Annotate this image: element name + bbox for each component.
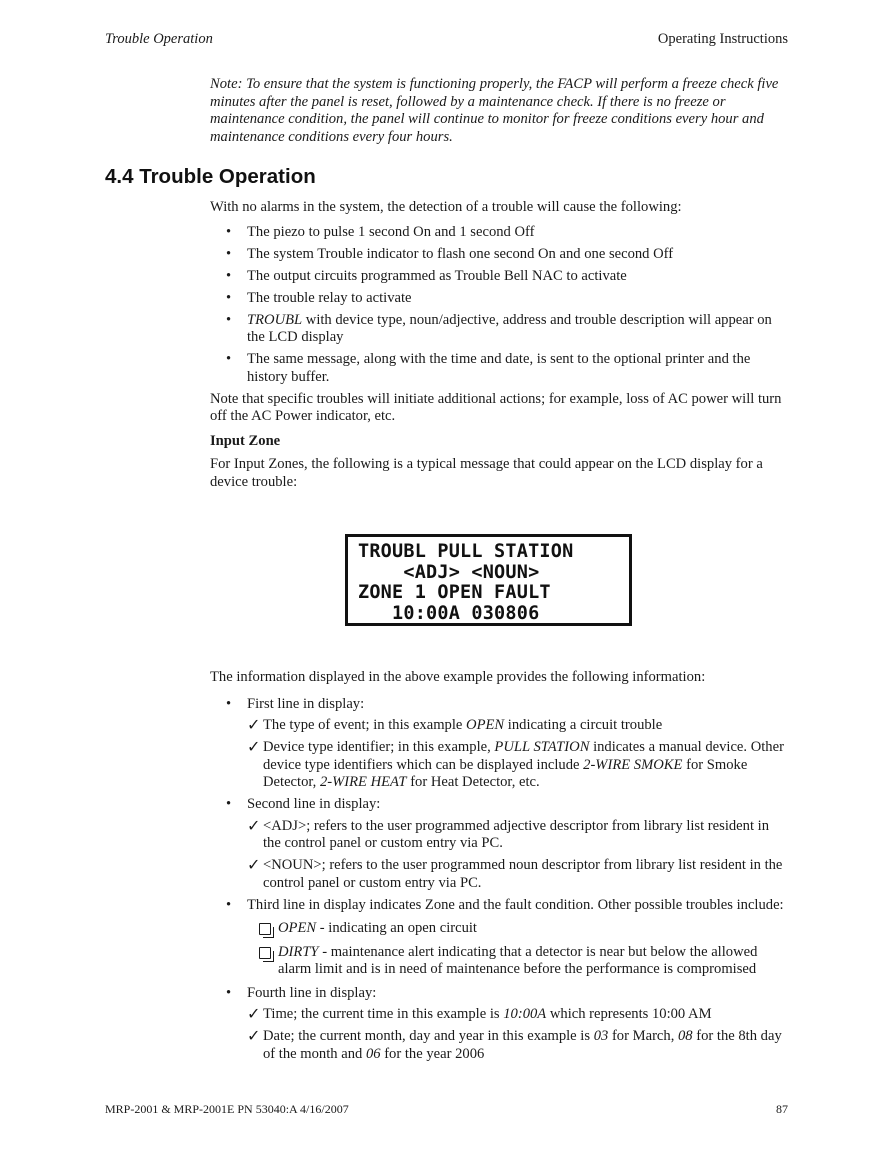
list-item: ✓ Time; the current time in this example is 10:00A which represents 10:00 AM xyxy=(247,1006,712,1023)
check-icon: ✓ xyxy=(247,817,261,835)
trouble-effects-block xyxy=(210,199,790,491)
list-item: • Second line in display: ✓ <ADJ>; refers to the user programmed adjective descriptor from library list resident in the control panel or custom entry via PC. ✓ <NOUN>; refers to the user programmed noun descriptor from library list resident in the control panel or custom entry via PC. xyxy=(210,796,790,892)
list-item: ✓ Date; the current month, day and year in this example is 03 for March, 08 for the 8th day of the month and 06 for the year 2006 xyxy=(247,1028,782,1062)
list-item: • The same message, along with the time and date, is sent to the optional printer and the history buffer. xyxy=(210,351,790,386)
additional-actions-note: Note that specific troubles will initiate additional actions; for example, loss of AC power will turn off the AC Power indicator, etc. xyxy=(210,390,782,424)
list-item: • Fourth line in display: ✓ Time; the current time in this example is 10:00A which represents 10:00 AM ✓ Date; the current month, day and year in this example is 03 for March, 08 for the 8th day of the month and 06 for the year 2006 xyxy=(210,985,790,1064)
list-item: ✓ <ADJ>; refers to the user programmed adjective descriptor from library list resident in the control panel or custom entry via PC. xyxy=(247,817,770,851)
input-zone-subhead: Input Zone xyxy=(210,432,281,449)
box-bullet-icon xyxy=(259,947,271,959)
check-icon: ✓ xyxy=(247,1006,261,1023)
box-bullet-icon xyxy=(259,923,271,935)
list-item: • First line in display: ✓ The type of event; in this example OPEN indicating a circuit trouble ✓ Device type identifier; in this example, PULL STATION indicates a manual device. Other device type identifiers which can be displayed include 2-WIRE SMOKE for Smoke Detector, 2-WIRE HEAT for Heat Detector, etc. xyxy=(210,696,790,792)
running-header-right: Operating Instructions xyxy=(657,31,788,47)
list-item: • The output circuits programmed as Trouble Bell NAC to activate xyxy=(210,268,790,286)
list-item: • The system Trouble indicator to flash one second On and one second Off xyxy=(210,246,790,264)
lcd-line-4: 10:00A 030806 xyxy=(358,602,540,624)
trouble-effects-list xyxy=(210,224,790,387)
list-item: • The trouble relay to activate xyxy=(210,290,790,308)
second-line-details xyxy=(247,818,790,893)
lcd-line-1: TROUBL PULL STATION xyxy=(358,541,574,562)
check-icon: ✓ xyxy=(247,717,261,734)
list-item: ✓ The type of event; in this example OPEN indicating a circuit trouble xyxy=(247,717,663,734)
list-item: ✓ <NOUN>; refers to the user programmed noun descriptor from library list resident in the control panel or custom entry via PC. xyxy=(247,857,783,891)
explanation-intro: The information displayed in the above example provides the following information: xyxy=(210,669,706,685)
lcd-display-example xyxy=(345,534,632,626)
lcd-line-2: <ADJ> <NOUN> xyxy=(358,561,540,583)
section-title: 4.4 Trouble Operation xyxy=(105,165,316,188)
first-line-details xyxy=(247,717,790,792)
freeze-check-note: Note: To ensure that the system is functioning properly, the FACP will perform a freeze check five minutes after the panel is reset, followed by a maintenance check. If there is no freeze or maintenance condition, the panel will continue to monitor for freeze conditions every hour and maintenance conditions every four hours. xyxy=(210,76,779,145)
lcd-line-3: ZONE 1 OPEN FAULT xyxy=(358,582,551,603)
display-explanation-block xyxy=(210,669,790,1068)
fourth-line-details xyxy=(247,1006,790,1063)
list-item: • Third line in display indicates Zone and the fault condition. Other possible troubles include: OPEN - indicating an open circuit DIRTY - maintenance alert indicating that a detector is near but below the allowed alarm limit and is in need of maintenance before the performance is compromised xyxy=(210,897,790,979)
section-intro: With no alarms in the system, the detection of a trouble will cause the following: xyxy=(210,199,682,215)
input-zone-text: For Input Zones, the following is a typical message that could appear on the LCD display for a device trouble: xyxy=(210,456,763,490)
list-item: OPEN - indicating an open circuit xyxy=(247,920,790,938)
running-header-left: Trouble Operation xyxy=(105,31,213,47)
list-item: • TROUBL with device type, noun/adjective, address and trouble description will appear on the LCD display xyxy=(210,312,790,347)
check-icon: ✓ xyxy=(247,1028,261,1045)
footer-document-id: MRP-2001 & MRP-2001E PN 53040:A 4/16/2007 xyxy=(105,1102,349,1116)
check-icon: ✓ xyxy=(247,739,261,756)
list-item: • The piezo to pulse 1 second On and 1 second Off xyxy=(210,224,790,242)
check-icon: ✓ xyxy=(247,857,261,874)
page-number: 87 xyxy=(776,1102,788,1116)
display-lines-list xyxy=(210,696,790,1064)
third-line-details xyxy=(247,920,790,979)
list-item: DIRTY - maintenance alert indicating that a detector is near but below the allowed alarm limit and is in need of maintenance before the performance is compromised xyxy=(247,944,790,979)
list-item: ✓ Device type identifier; in this example, PULL STATION indicates a manual device. Other device type identifiers which can be displayed include 2-WIRE SMOKE for Smoke Detector, 2-WIRE HEAT for Heat Detector, etc. xyxy=(247,739,784,790)
